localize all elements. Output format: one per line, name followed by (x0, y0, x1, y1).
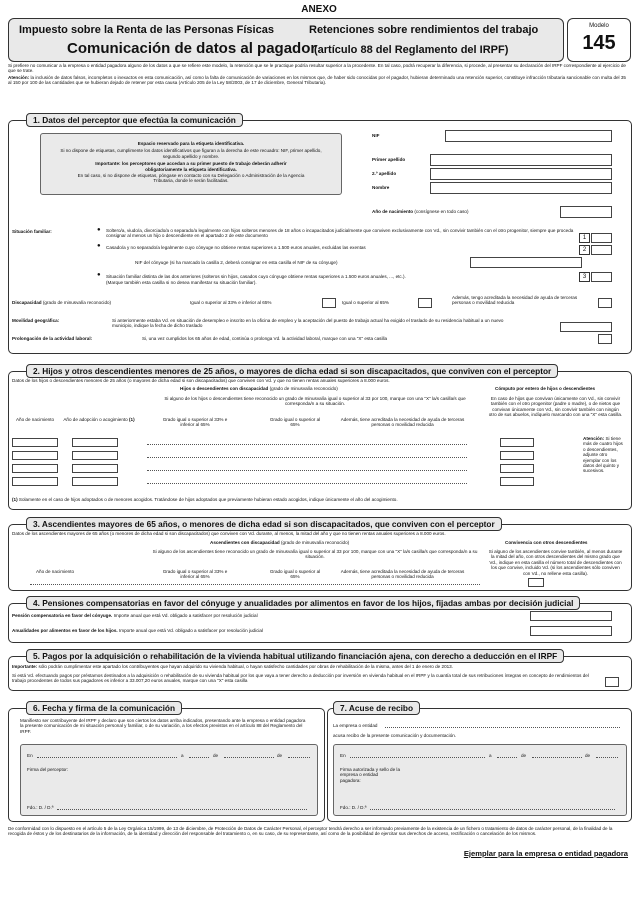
birth-year-label (372, 209, 469, 214)
mobility-label: Movilidad geográfica: (12, 318, 60, 323)
children-footnote-text: Solamente en el caso de hijos adoptados o de menores acogidos. Tratándose de hijos adoptados que previamente hubieran estado acogidos, indique únicamente el año del acogimiento. (17, 497, 398, 502)
year-label: de (277, 753, 283, 758)
label-area-important: Importante: los perceptores que accedan a su primer puesto de trabajo deberán adherir obligatoriamente la etiqueta identificativa. (95, 161, 287, 172)
day-line[interactable] (189, 757, 209, 758)
children-adoption-label: Año de adopción o acogimiento (63, 417, 128, 422)
intro-warning (8, 75, 630, 86)
children-disability-title: Hijos o descendientes con discapacidad (180, 386, 269, 391)
section-6-title: 6. Fecha y firma de la comunicación (26, 701, 182, 715)
disability-label (12, 300, 111, 305)
nif-label: NIF (372, 133, 380, 138)
year-line[interactable] (288, 757, 310, 758)
children-footnote (12, 497, 622, 502)
form-title-ref: (artículo 88 del Reglamento del IRPF) (314, 44, 509, 56)
child-count-checkbox[interactable] (500, 451, 534, 460)
box-3-label: 3 (579, 272, 590, 282)
housing-text: Si está Vd. efectuando pagos por préstamos destinados a la adquisición o rehabilitación de su vivienda habitual por los que vaya a tener derecho a deducción por inversión en vivienda habitual en el IRPF y la cuantía total de sus retribuciones íntegras en concepto de rendimientos del trabajo procedentes de todos sus pagadores es inferior a 33.007,20 euros anuales, marque con una "X" esta casilla (12, 673, 589, 684)
disability-help-label: Además, tengo acreditada la necesidad de ayuda de terceras personas o movilidad reducida (452, 295, 578, 306)
ascendant-coexistence-input[interactable] (528, 578, 544, 587)
intro-warning-text: la inclusión de datos falsos, incompletos o inexactos en esta comunicación, así como la falta de comunicación de variaciones en los mismos que, de haber sido conocidas por el pagador, hubieran determinado una retención superior, constituye infracción tributaria sancionable con multa del 35 al 150 por 100 de las cantidades que se hubieran dejado de retener por esta causa (Artículo 205 de la Ley 58/2003, de 17 de diciembre, General Tributaria). (8, 75, 626, 86)
model-box (567, 18, 631, 62)
section-3-title: 3. Ascendientes mayores de 65 años, o menores de dicha edad si son discapacitados, que conviven con el perceptor (26, 517, 502, 531)
spouse-pension-input[interactable] (530, 611, 612, 621)
ascendants-disability-header (210, 540, 349, 545)
children-disability-intro: Si alguno de los hijos o descendientes tiene reconocido un grado de minusvalía igual o superior al 33 por 100, marque con una "X" la/s casilla/s que corresponda/n a su situación. (164, 396, 466, 407)
spouse-nif-label: NIF del cónyuge (si ha marcado la casilla 2, deberá consignar en esta casilla el NIF de su cónyuge) (135, 260, 338, 265)
children-disability-note: (grado de minusvalía reconocido) (269, 386, 338, 391)
housing-important-text: sólo podrán cumplimentar este apartado los contribuyentes que hayan adquirido su vivienda habitual, o hayan satisfecho cantidades por obras de rehabilitación de la misma, antes del 1 de enero de 2013. (37, 664, 454, 669)
family-status-label: Situación familiar: (12, 229, 52, 234)
children-adoption-col (60, 417, 138, 422)
child-birth-input[interactable] (12, 464, 58, 473)
ascendants-33-col: Grado igual o superior al 33% e inferior al 65% (162, 569, 228, 580)
disability-65-label: Igual o superior al 65% (342, 300, 389, 305)
children-65-col: Grado igual o superior al 65% (269, 417, 321, 428)
spouse-nif-input[interactable] (470, 257, 582, 268)
child-adoption-input[interactable] (72, 451, 118, 460)
receipt-company-line[interactable] (385, 727, 620, 728)
ascendants-disability-note: (grado de minusvalía reconocido) (280, 540, 350, 545)
disability-help-checkbox[interactable] (598, 298, 612, 308)
child-count-checkbox[interactable] (500, 438, 534, 447)
child-adoption-input[interactable] (72, 477, 118, 486)
ascendants-65-col: Grado igual o superior al 65% (269, 569, 321, 580)
header-tax-name: Impuesto sobre la Renta de las Personas Físicas (19, 24, 274, 36)
child-support-title: Anualidades por alimentos en favor de los hijos. (12, 628, 118, 633)
child-adoption-input[interactable] (72, 464, 118, 473)
housing-checkbox[interactable] (605, 677, 619, 687)
child-support-input[interactable] (530, 626, 612, 636)
children-attention-label: Atención: (583, 436, 605, 441)
receipt-signature-label: Firma autorizada y sello de la empresa o entidad pagadora: (340, 767, 401, 783)
privacy-notice: De conformidad con lo dispuesto en el artículo 5 de la Ley Orgánica 15/1999, de 13 de diciembre, de Protección de Datos de Carácter Personal, el perceptor tendrá derecho a ser informado previamente de la existencia de un fichero o tratamiento de datos de carácter personal, de la finalidad de la recogida de éstos y de los destinatarios de la información, de la identidad y dirección del responsable del tratamiento o, en su caso, de su representante, así como de la posibilidad de ejercitar sus derechos de acceso, rectificación o cancelación de los mismos. (8, 826, 613, 837)
disability-33-checkbox[interactable] (322, 298, 336, 308)
children-birth-col: Año de nacimiento (15, 417, 55, 422)
bullet-icon: ● (97, 243, 101, 249)
child-disability-line (147, 457, 467, 458)
receipt-month-line[interactable] (532, 757, 582, 758)
surname2-label: 2.º apellido (372, 171, 397, 176)
family-status-3-note: (Marque también esta casilla si no desea manifestar su situación familiar). (106, 280, 257, 285)
child-support-text: Importe anual que está Vd. obligado a satisfacer por resolución judicial (117, 628, 263, 633)
receipt-year-line[interactable] (596, 757, 618, 758)
family-status-1: Soltero/a, viudo/a, divorciado/a o separado/a legalmente con hijos solteros menores de 18 años o incapacitados judicialmente que conviven exclusivamente con Vd., sin convivir también con el otro progenitor, siempre que proceda consignar al menos un hijo o descendiente en el apartado 2 de este documento (106, 228, 574, 239)
child-birth-input[interactable] (12, 451, 58, 460)
receipt-signer-label: Fdo.: D. / D.ª (340, 805, 367, 810)
place-label: En (27, 753, 33, 758)
child-count-checkbox[interactable] (500, 477, 534, 486)
birth-year-note: (consígnese en todo caso) (414, 209, 469, 214)
receipt-day-label: a (489, 753, 492, 758)
disability-title: Discapacidad (12, 300, 42, 305)
form-header (8, 18, 564, 62)
label-area (40, 133, 342, 195)
receipt-place-line[interactable] (350, 757, 485, 758)
receipt-year-label: de (585, 753, 591, 758)
label-area-text: Si no dispone de etiquetas, cumplimente los datos identificativos que figuran a la derecha de este recuadro: NIF, primer apellido, segundo apellido y nombre. (60, 148, 322, 159)
children-attention-text: Si tiene más de cuatro hijos o descendientes, adjunte otro ejemplar con los datos del quinto y sucesivos. (583, 436, 623, 474)
signature-label: Firma del perceptor: (27, 767, 69, 772)
disability-33-label: Igual o superior al 33% e inferior al 65% (190, 300, 272, 305)
section-2-intro: Datos de los hijos o descendientes menores de 25 años (o mayores de dicha edad si son discapacitados) que conviven con Vd. y que no tienen rentas anuales superiores a 8.000 euros. (12, 378, 390, 383)
section-7-title: 7. Acuse de recibo (333, 701, 420, 715)
month-label: de (213, 753, 219, 758)
intro-warning-label: Atención: (8, 75, 30, 80)
children-help-col: Además, tiene acreditada la necesidad de ayuda de terceras personas o movilidad reducida (340, 417, 465, 428)
section-3-intro: Datos de los ascendientes mayores de 65 años (o menores de dicha edad si son discapacitados) que conviven con Vd. durante, al menos, la mitad del año y que no tienen rentas anuales superiores a 8.000 euros. (12, 531, 446, 536)
month-line[interactable] (224, 757, 274, 758)
copy-label: Ejemplar para la empresa o entidad pagadora (463, 849, 628, 858)
label-area-text-2: En tal caso, si no dispone de etiquetas, póngase en contacto con su Delegación o Administración de la Agencia Tributaria, donde le serán facilitadas. (77, 173, 305, 184)
children-33-col: Grado igual o superior al 33% e inferior al 65% (162, 417, 228, 428)
child-disability-line (147, 444, 467, 445)
child-disability-line (147, 483, 467, 484)
extension-label: Prolongación de la actividad laboral: (12, 336, 93, 341)
model-number: 145 (582, 32, 616, 54)
child-birth-input[interactable] (12, 477, 58, 486)
birth-year-input[interactable] (560, 206, 612, 218)
family-status-1-checkbox[interactable] (591, 233, 612, 243)
receipt-day-line[interactable] (497, 757, 517, 758)
children-disability-header (180, 386, 338, 391)
signature-area-7 (333, 744, 627, 816)
mobility-date-input[interactable] (560, 322, 612, 332)
surname1-label: Primer apellido (372, 157, 406, 162)
child-birth-input[interactable] (12, 438, 58, 447)
extension-checkbox[interactable] (598, 334, 612, 344)
mobility-text: Si anteriormente estaba Vd. en situación de desempleo e inscrito en la oficina de empleo y la aceptación del puesto de trabajo actual ha exigido el traslado de su residencia habitual a un nuevo municipio, indique la fecha de dicho traslado (112, 318, 504, 329)
receipt-month-label: de (521, 753, 527, 758)
receipt-signer-line[interactable] (370, 809, 615, 810)
housing-important-label: Importante: (12, 664, 38, 669)
box-2-label: 2 (579, 245, 590, 255)
ascendants-coexistence-text: Si alguno de los ascendientes convive también, al menos durante la mitad del año, con otros descendientes del mismo grado que Vd., indique en esta casilla el número total de descendientes con los que convive, incluido Vd. (si los ascendientes sólo conviven con Vd., no rellene esta casilla). (488, 549, 623, 576)
section-4-title: 4. Pensiones compensatorias en favor del cónyuge y anualidades por alimentos en favor de los hijos, fijadas ambas por decisión judicial (26, 596, 580, 610)
ascendants-disability-title: Ascendientes con discapacidad (210, 540, 280, 545)
bullet-icon: ● (97, 227, 101, 233)
declaration-text: Manifiesto ser contribuyente del IRPF y declaro que son ciertos los datos arriba indicados, presentando ante la empresa o entidad pagadora la presente comunicación de mi situación personal y familiar, o de su variación, a los efectos previstos en el artículo 88 del Reglamento del IRPF. (20, 718, 306, 734)
label-area-title: Espacio reservado para la etiqueta identificativa. (137, 141, 245, 146)
children-rows (12, 438, 482, 488)
children-count-header: Cómputo por entero de hijos o descendientes (495, 386, 596, 391)
signature-area-6 (20, 744, 318, 816)
surname2-input[interactable] (430, 168, 612, 180)
nif-input[interactable] (445, 130, 612, 142)
section-5-title: 5. Pagos por la adquisición o rehabilitación de la vivienda habitual utilizando financiación ajena, con derecho a deducción en el IRPF (26, 649, 564, 663)
spouse-pension-label (12, 613, 258, 618)
header-subject: Retenciones sobre rendimientos del trabajo (309, 24, 539, 36)
signer-line[interactable] (57, 809, 307, 810)
spouse-pension-text: Importe anual que está Vd. obligado a satisfacer por resolución judicial (112, 613, 258, 618)
form-title: Comunicación de datos al pagador (67, 40, 317, 57)
ascendants-disability-intro: Si alguno de los ascendientes tiene reconocido un grado de minusvalía igual o superior al 33 por 100, marque con una "X" la/s casilla/s que corresponda/n a su situación. (152, 549, 478, 560)
children-footnote-ref: (1) (12, 497, 18, 502)
ascendants-help-col: Además, tiene acreditada la necesidad de ayuda de terceras personas o movilidad reducida (340, 569, 465, 580)
section-2-title: 2. Hijos y otros descendientes menores de 25 años, o mayores de dicha edad si son discapacitados, que conviven con el perceptor (26, 364, 558, 378)
birth-year-title: Año de nacimiento (372, 209, 414, 214)
bullet-icon: ● (97, 272, 101, 278)
ascendants-birth-col: Año de nacimiento (35, 569, 75, 574)
children-count-text: En caso de hijos que convivan únicamente con Vd., sin convivir también con el otro progenitor (padre o madre), o de nietos que convivan únicamente con Vd., sin convivir también con ningún otro de sus abuelos, indíquelo marcando con una "X" esta casilla. (488, 396, 623, 418)
receipt-company-label: La empresa o entidad (333, 723, 378, 728)
family-status-3: Situación familiar distinta de las dos anteriores (solteros sin hijos, casados cuyo cónyuge obtiene rentas superiores a 1.500 euros anuales, ..., etc.). (106, 274, 406, 279)
child-support-label (12, 628, 263, 633)
intro-paragraph: Si prefiere no comunicar a la empresa o entidad pagadora alguno de los datos a que se refiere este modelo, la retención que se le practique podría resultar superior a la procedente. En tal caso, podrá recuperar la diferencia, si procede, al presentar su declaración del IRPF correspondiente al ejercicio de que se trate. (8, 63, 626, 74)
child-count-checkbox[interactable] (500, 464, 534, 473)
place-line[interactable] (37, 757, 177, 758)
annex-title: ANEXO (301, 4, 337, 15)
disability-note: (grado de minusvalía reconocido) (42, 300, 112, 305)
spouse-pension-title: Pensión compensatoria en favor del cónyuge. (12, 613, 113, 618)
name-input[interactable] (430, 182, 612, 194)
child-disability-line (147, 470, 467, 471)
model-label: Modelo (589, 23, 609, 29)
name-label: Nombre (372, 185, 390, 190)
ascendant-row-line (30, 584, 480, 585)
box-1-label: 1 (579, 233, 590, 243)
family-status-2-checkbox[interactable] (591, 245, 612, 255)
day-label: a (181, 753, 184, 758)
housing-important (12, 664, 622, 669)
children-attention (583, 436, 625, 474)
signer-label: Fdo.: D. / D.ª (27, 805, 54, 810)
ascendants-coexistence-header: Convivencia con otros descendientes (505, 540, 588, 545)
family-status-2: Casado/a y no separado/a legalmente cuyo cónyuge no obtiene rentas superiores a 1.500 euros anuales, excluidas las exentas (106, 245, 366, 250)
child-adoption-input[interactable] (72, 438, 118, 447)
receipt-place-label: En (340, 753, 346, 758)
family-status-3-checkbox[interactable] (591, 272, 612, 282)
children-adoption-ref: (1) (129, 417, 135, 422)
section-1-title: 1. Datos del perceptor que efectúa la comunicación (26, 113, 243, 127)
surname1-input[interactable] (430, 154, 612, 166)
receipt-text: acusa recibo de la presente comunicación y documentación. (333, 733, 457, 738)
extension-text: Si, una vez cumplidos los 65 años de edad, continúa o prolonga Vd. la actividad laboral, marque con una "X" esta casilla (142, 336, 388, 341)
disability-65-checkbox[interactable] (418, 298, 432, 308)
